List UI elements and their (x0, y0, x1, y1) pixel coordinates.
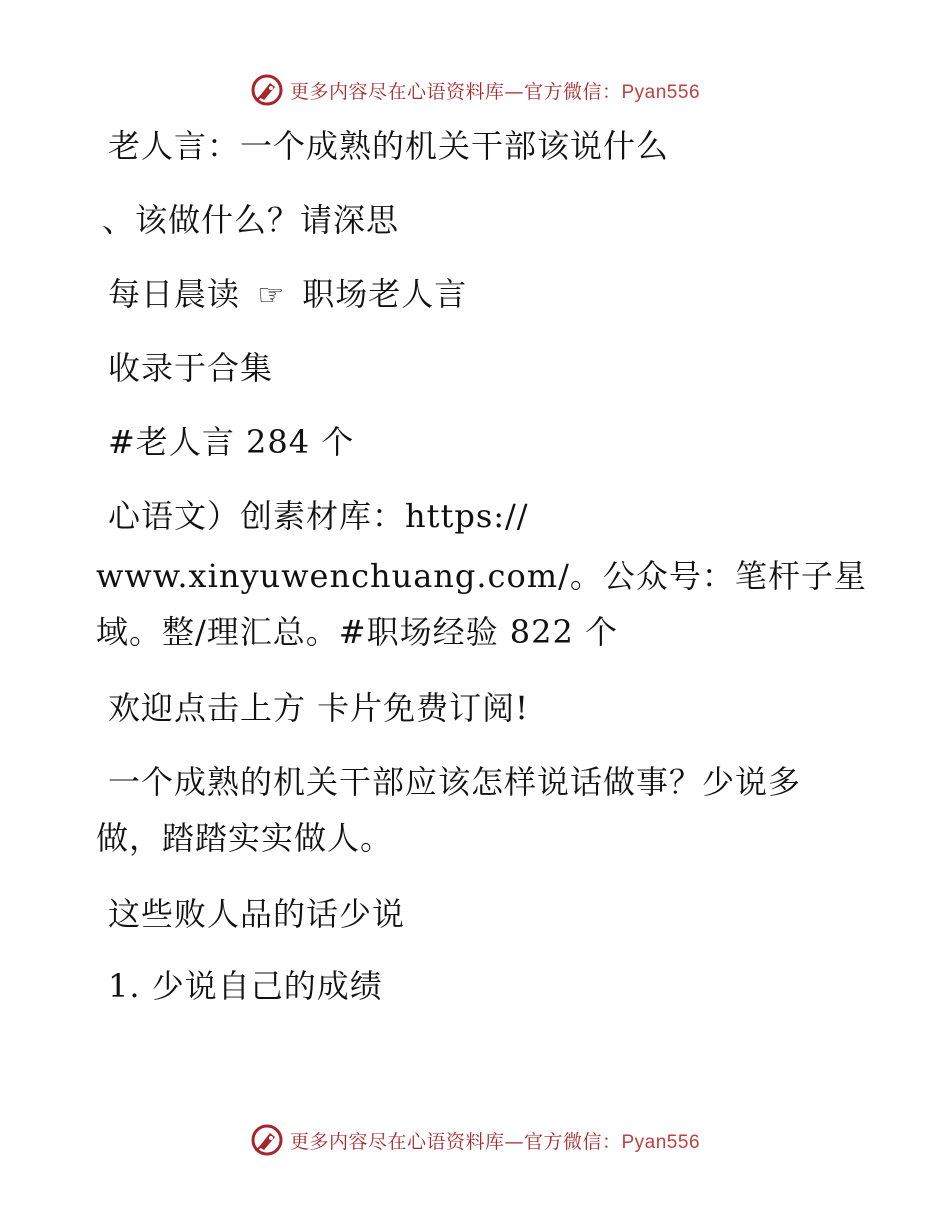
title-line-1: 老人言：一个成熟的机关干部该说什么 (108, 127, 670, 165)
watermark-text: 更多内容尽在心语资料库—官方微信：Pyan556 (289, 80, 701, 103)
footer-watermark (0, 1122, 950, 1158)
source-line-1: 心语文）创素材库：https:// (108, 497, 529, 535)
subscribe-prompt: 欢迎点击上方 卡片免费订阅! (108, 689, 530, 727)
intro-line-1: 一个成熟的机关干部应该怎样说话做事？少说多 (108, 763, 802, 801)
title-line-2: 、该做什么？请深思 (102, 201, 400, 239)
collection-label: 收录于合集 (108, 349, 274, 387)
tag-old-words[interactable]: #老人言 284 个 (108, 423, 355, 461)
list-item: 1. 少说自己的成绩 (108, 967, 383, 1005)
pointing-hand-icon: ☞ (257, 278, 286, 313)
series-label: 每日晨读 (108, 275, 241, 313)
source-line-3: 域。整/理汇总。#职场经验 822 个 (96, 613, 619, 651)
pen-nib-logo-icon (250, 1123, 284, 1157)
watermark-text: 更多内容尽在心语资料库—官方微信：Pyan556 (289, 1130, 701, 1153)
series-line (108, 274, 467, 316)
source-line-2: www.xinyuwenchuang.com/。公众号：笔杆子星 (96, 557, 867, 595)
section-heading: 这些败人品的话少说 (108, 895, 406, 933)
series-name: 职场老人言 (302, 275, 468, 313)
intro-line-2: 做，踏踏实实做人。 (96, 819, 394, 857)
